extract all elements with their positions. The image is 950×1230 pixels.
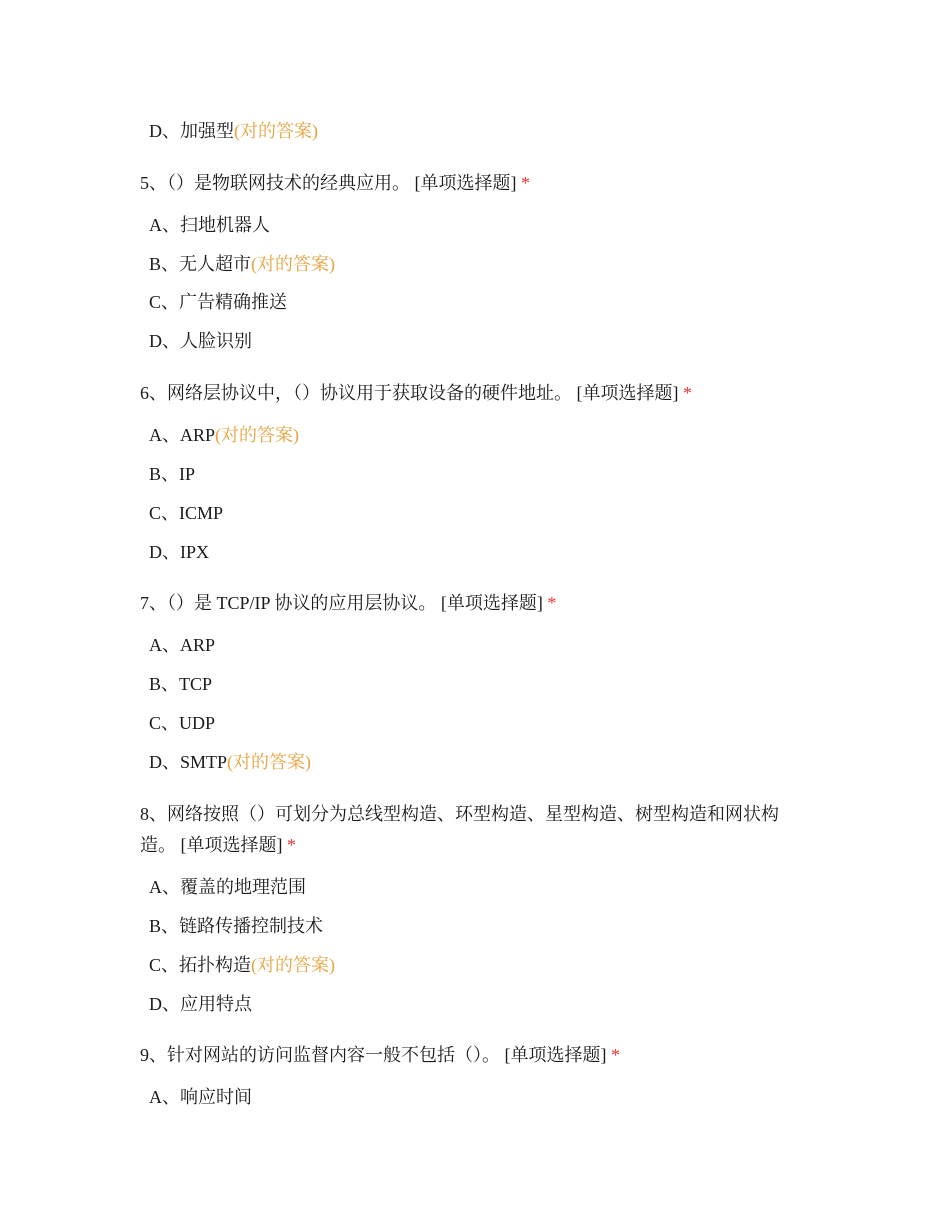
question-type: [单项选择题] [180, 835, 283, 855]
question-7-stem [140, 588, 820, 619]
correct-answer-note: (对的答案) [234, 121, 318, 141]
option-text: B、链路传播控制技术 [149, 916, 324, 936]
q6-option-c[interactable] [149, 498, 829, 529]
option-text: B、无人超市 [149, 254, 252, 274]
required-marker: * [287, 835, 296, 855]
option-text: D、SMTP [149, 752, 228, 772]
option-text: C、ICMP [149, 503, 224, 523]
required-marker: * [547, 593, 557, 613]
q6-option-d[interactable] [149, 537, 829, 568]
question-type: [单项选择题] [440, 593, 543, 613]
option-text: B、TCP [149, 674, 213, 694]
q7-option-a[interactable] [149, 630, 829, 661]
option-text: A、ARP [149, 635, 216, 655]
correct-answer-note: (对的答案) [215, 425, 300, 445]
required-marker: * [521, 173, 530, 193]
option-text: D、应用特点 [149, 994, 252, 1014]
q8-option-d[interactable] [149, 989, 829, 1020]
question-6-stem [140, 378, 820, 409]
q9-option-a[interactable] [149, 1082, 829, 1113]
option-text: C、拓扑构造 [149, 955, 252, 975]
question-5-stem [140, 168, 820, 199]
question-text: 8、网络按照（）可划分为总线型构造、环型构造、星型构造、树型构造和网状构造。 [140, 804, 779, 855]
q7-option-d[interactable] [149, 747, 829, 778]
q7-option-c[interactable] [149, 708, 829, 739]
q5-option-d[interactable] [149, 326, 829, 357]
option-text: B、IP [149, 464, 196, 484]
q5-option-b[interactable] [149, 249, 829, 280]
option-text: A、扫地机器人 [149, 215, 270, 235]
question-type: [单项选择题] [414, 173, 517, 193]
correct-answer-note: (对的答案) [251, 955, 336, 975]
option-text: D、人脸识别 [149, 331, 252, 351]
option-text: D、加强型 [149, 121, 234, 141]
option-text: A、响应时间 [149, 1087, 252, 1107]
q5-option-a[interactable] [149, 210, 829, 241]
q6-option-a[interactable] [149, 420, 829, 451]
required-marker: * [611, 1045, 620, 1065]
question-type: [单项选择题] [504, 1045, 607, 1065]
correct-answer-note: (对的答案) [251, 254, 336, 274]
q8-option-c[interactable] [149, 950, 829, 981]
q8-option-b[interactable] [149, 911, 829, 942]
required-marker: * [683, 383, 692, 403]
question-text: 6、网络层协议中，（）协议用于获取设备的硬件地址。 [140, 383, 572, 403]
question-text: 9、针对网站的访问监督内容一般不包括（）。 [140, 1045, 500, 1065]
option-text: A、ARP [149, 425, 216, 445]
option-text: C、UDP [149, 713, 216, 733]
option-text: D、IPX [149, 542, 210, 562]
q8-option-a[interactable] [149, 872, 829, 903]
q7-option-b[interactable] [149, 669, 829, 700]
correct-answer-note: (对的答案) [227, 752, 312, 772]
q6-option-b[interactable] [149, 459, 829, 490]
question-8-stem [140, 799, 808, 861]
question-type: [单项选择题] [576, 383, 679, 403]
question-text: 7、（）是 TCP/IP 协议的应用层协议。 [140, 593, 437, 613]
question-9-stem [140, 1040, 820, 1071]
option-prev-d [149, 116, 829, 147]
option-text: A、覆盖的地理范围 [149, 877, 306, 897]
option-text: C、广告精确推送 [149, 292, 288, 312]
q5-option-c[interactable] [149, 287, 829, 318]
question-text: 5、（）是物联网技术的经典应用。 [140, 173, 410, 193]
